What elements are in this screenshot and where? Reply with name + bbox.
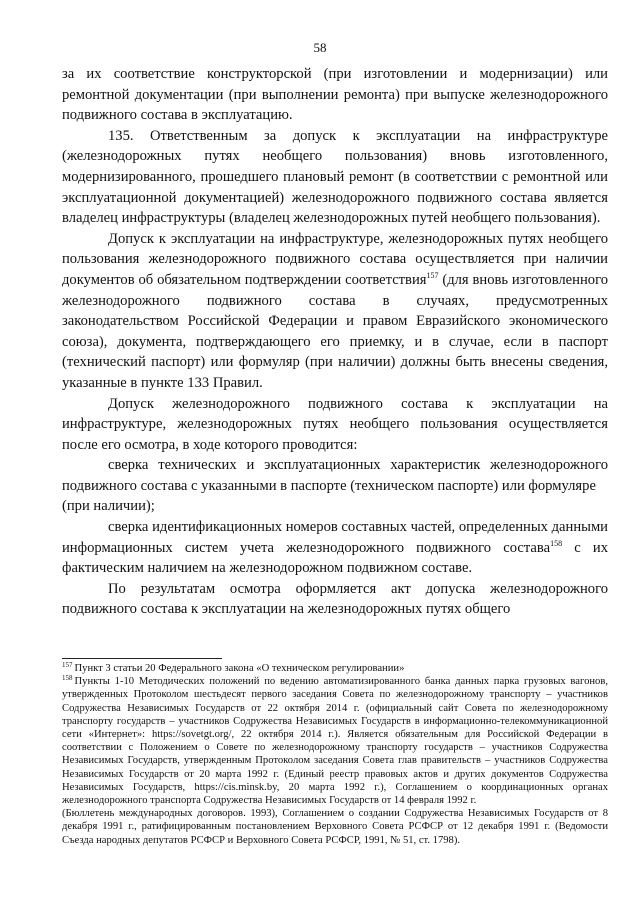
footnote-text: Пункт 3 статьи 20 Федерального закона «О техническом регулировании»	[74, 663, 405, 674]
paragraph-text: (для вновь изготовленного железнодорожного подвижного состава в случаях, предусмотренных законодательством Российской Федерации и правом Евразийского экономического союза), документа, подтверждающего его приемку, и в случае, если в паспорт (технический паспорт) или формуляр (при наличии) должны быть внесены сведения, указанные в пункте 133 Правил.	[62, 271, 608, 391]
paragraph-check-numbers	[62, 517, 608, 579]
footnote-ref-157[interactable]: 157	[426, 270, 439, 280]
footnotes	[62, 662, 608, 847]
footnote-157	[62, 662, 608, 675]
paragraph-inspection: Допуск железнодорожного подвижного состава к эксплуатации на инфраструктуре, железнодорожных путях необщего пользования осуществляется после его осмотра, в ходе которого проводится:	[62, 395, 608, 453]
footnote-ref-158[interactable]: 158	[550, 538, 563, 548]
footnote-text: (Бюллетень международных договоров. 1993), Соглашением о создании Содружества Независимых Государств от 8 декабря 1991 г., ратифицированным постановлением Верховного Совета РСФСР от 12 декабря 1991 г. (Ведомости Съезда народных депутатов РСФСР и Верховного Совета РСФСР, 1991, № 51, ст. 1798).	[62, 808, 608, 846]
paragraph-text: сверка идентификационных номеров составных частей, определенных данными информационных систем учета железнодорожного подвижного состава	[62, 519, 608, 556]
footnote-mark: 158	[62, 674, 73, 683]
footnote-158-continuation	[62, 807, 608, 847]
paragraph-if-available: (при наличии);	[62, 498, 155, 515]
paragraph-check-characteristics: сверка технических и эксплуатационных характеристик железнодорожного подвижного состава с указанными в паспорте (техническом паспорте) или формуляре	[62, 457, 608, 494]
paragraph-text: Допуск к эксплуатации на инфраструктуре, железнодорожных путях необщего пользования железнодорожного подвижного состава осуществляется при наличии документов об обязательном подтверждении соответствия	[62, 230, 608, 288]
paragraph-135: 135. Ответственным за допуск к эксплуатации на инфраструктуре (железнодорожных путях необщего пользования) вновь изготовленного, модернизированного, прошедшего плановый ремонт (в соответствии с ремонтной или эксплуатационной документацией) железнодорожного подвижного состава является владелец инфраструктуры (владелец железнодорожных путей необщего пользования).	[62, 127, 608, 227]
paragraph-text: с их фактическим наличием на железнодорожном подвижном составе.	[62, 539, 608, 577]
footnote-divider	[62, 658, 222, 659]
footnote-text: Пункты 1-10 Методических положений по ведению автоматизированного банка данных парка грузовых вагонов, утвержденных Протоколом шестьдесят первого заседания Совета по железнодорожному транспорту – участников Содружества Независимых Государств от 22 октября 2014 г. (официальный сайт Совета по железнодорожному транспорту государств – участников Содружества Независимых Государств в информационно-телекоммуникационной сети «Интернет»: https://sovetgt.org/, 22 октября 2014 г.). Является обязательным для Российской Федерации в соответствии с Положением о Совете по железнодорожному транспорту государств – участников Содружества Независимых Государств, утвержденным Протоколом заседания Совета глав правительств – участников Содружества Независимых Государств от 20 марта 1992 г. (Единый реестр правовых актов и других документов Содружества Независимых Государств, https://cis.minsk.by, 20 марта 1992 г.), Соглашением о координационных органах железнодорожного транспорта Содружества Независимых Государств от 14 февраля 1992 г.	[62, 676, 608, 807]
main-text	[62, 64, 608, 620]
footnote-158	[62, 675, 608, 807]
paragraph-continuation: за их соответствие конструкторской (при изготовлении и модернизации) или ремонтной документации (при выполнении ремонта) при выпуске железнодорожного подвижного состава в эксплуатацию.	[62, 66, 608, 124]
footnote-mark: 157	[62, 661, 73, 669]
page-number: 58	[313, 40, 327, 55]
paragraph-admission-documents	[62, 229, 608, 394]
paragraph-act-of-admission: По результатам осмотра оформляется акт допуска железнодорожного подвижного состава к эксплуатации на железнодорожных путях общего	[62, 580, 608, 618]
